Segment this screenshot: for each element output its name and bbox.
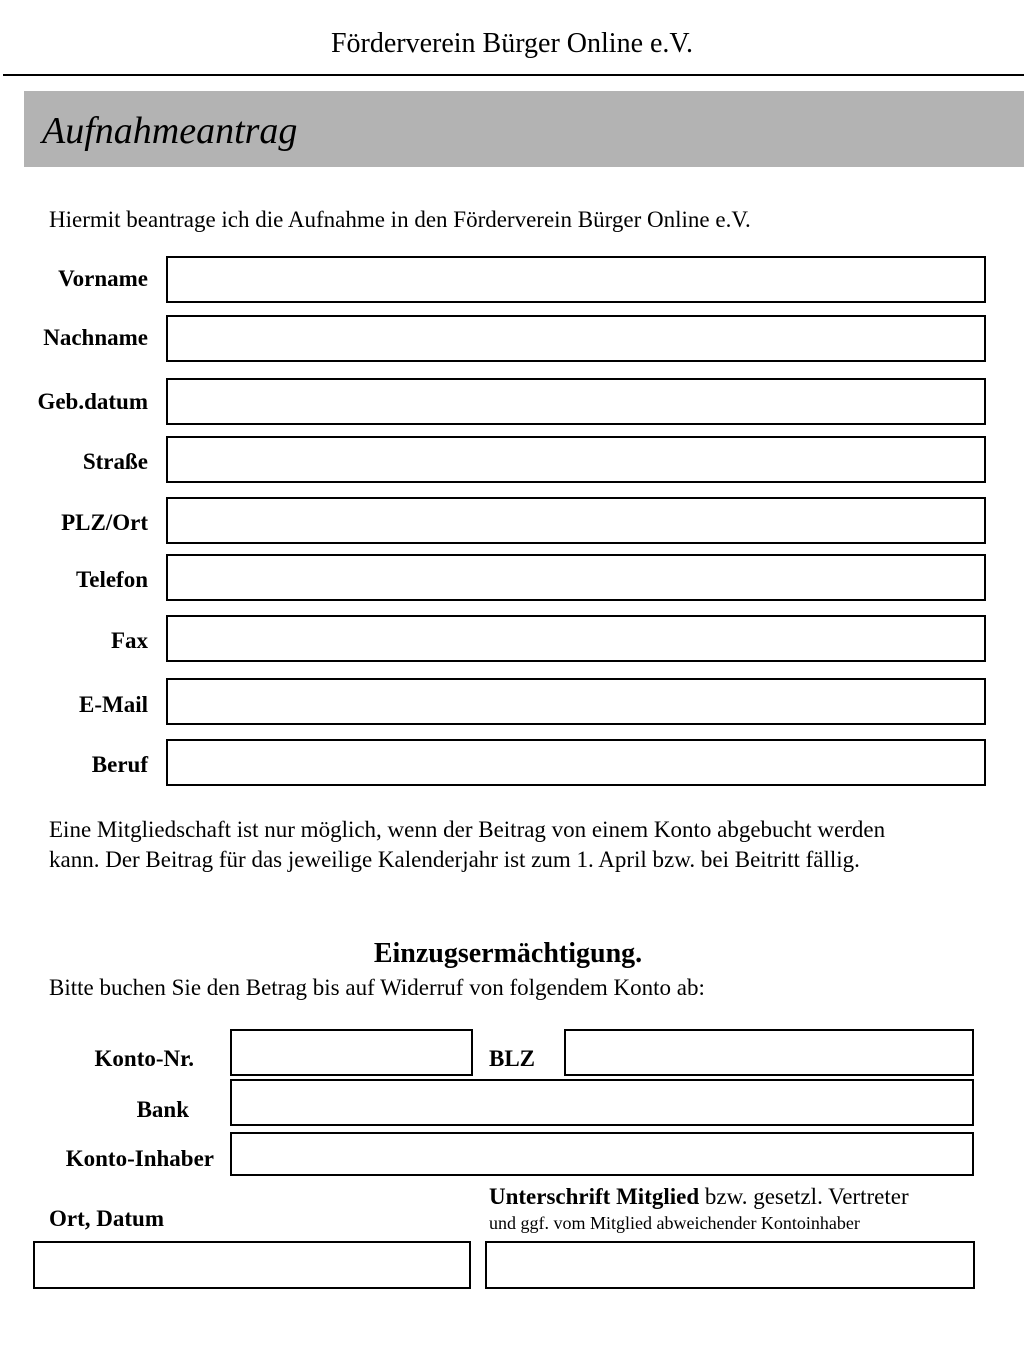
telefon-field[interactable]	[166, 554, 986, 601]
konto-inhaber-label: Konto-Inhaber	[65, 1146, 214, 1171]
vorname-field[interactable]	[166, 256, 986, 303]
plz-ort-field[interactable]	[166, 497, 986, 544]
bank-field[interactable]	[230, 1079, 974, 1126]
email-field[interactable]	[166, 678, 986, 725]
gebdatum-field[interactable]	[166, 378, 986, 425]
membership-note-line-2: kann. Der Beitrag für das jeweilige Kalenderjahr ist zum 1. April bzw. bei Beitritt fällig.	[49, 847, 860, 872]
mandate-subtext: Bitte buchen Sie den Betrag bis auf Widerruf von folgendem Konto ab:	[49, 975, 705, 1000]
signature-label-bold: Unterschrift Mitglied	[489, 1184, 700, 1209]
konto-inhaber-field[interactable]	[230, 1132, 974, 1176]
signature-label	[489, 1182, 909, 1212]
signature-note: und ggf. vom Mitglied abweichender Kontoinhaber	[489, 1213, 860, 1233]
strasse-field[interactable]	[166, 436, 986, 483]
membership-note	[49, 815, 989, 875]
intro-text: Hiermit beantrage ich die Aufnahme in den Förderverein Bürger Online e.V.	[49, 207, 751, 232]
title-banner	[24, 91, 1024, 167]
nachname-label: Nachname	[43, 325, 148, 350]
email-label: E-Mail	[79, 692, 148, 717]
nachname-field[interactable]	[166, 315, 986, 362]
signature-label-rest: bzw. gesetzl. Vertreter	[699, 1184, 909, 1209]
plz-ort-label: PLZ/Ort	[61, 510, 148, 535]
telefon-label: Telefon	[76, 567, 148, 592]
membership-note-line-1: Eine Mitgliedschaft ist nur möglich, wenn der Beitrag von einem Konto abgebucht werden	[49, 817, 886, 842]
blz-label: BLZ	[489, 1046, 536, 1071]
fax-label: Fax	[110, 628, 148, 653]
signature-field[interactable]	[485, 1241, 975, 1289]
blz-field[interactable]	[564, 1029, 974, 1076]
ort-datum-field[interactable]	[33, 1241, 471, 1289]
vorname-label: Vorname	[58, 266, 148, 291]
gebdatum-label: Geb.datum	[37, 389, 148, 414]
header-divider	[3, 74, 1024, 76]
ort-datum-label: Ort, Datum	[49, 1206, 164, 1231]
mandate-heading: Einzugsermächtigung.	[373, 938, 643, 969]
bank-label: Bank	[136, 1097, 189, 1122]
konto-nr-field[interactable]	[230, 1029, 473, 1076]
beruf-field[interactable]	[166, 739, 986, 786]
form-title: Aufnahmeantrag	[42, 110, 298, 152]
organization-name: Förderverein Bürger Online e.V.	[330, 28, 694, 59]
beruf-label: Beruf	[91, 752, 148, 777]
fax-field[interactable]	[166, 615, 986, 662]
strasse-label: Straße	[82, 449, 148, 474]
konto-nr-label: Konto-Nr.	[94, 1046, 194, 1071]
